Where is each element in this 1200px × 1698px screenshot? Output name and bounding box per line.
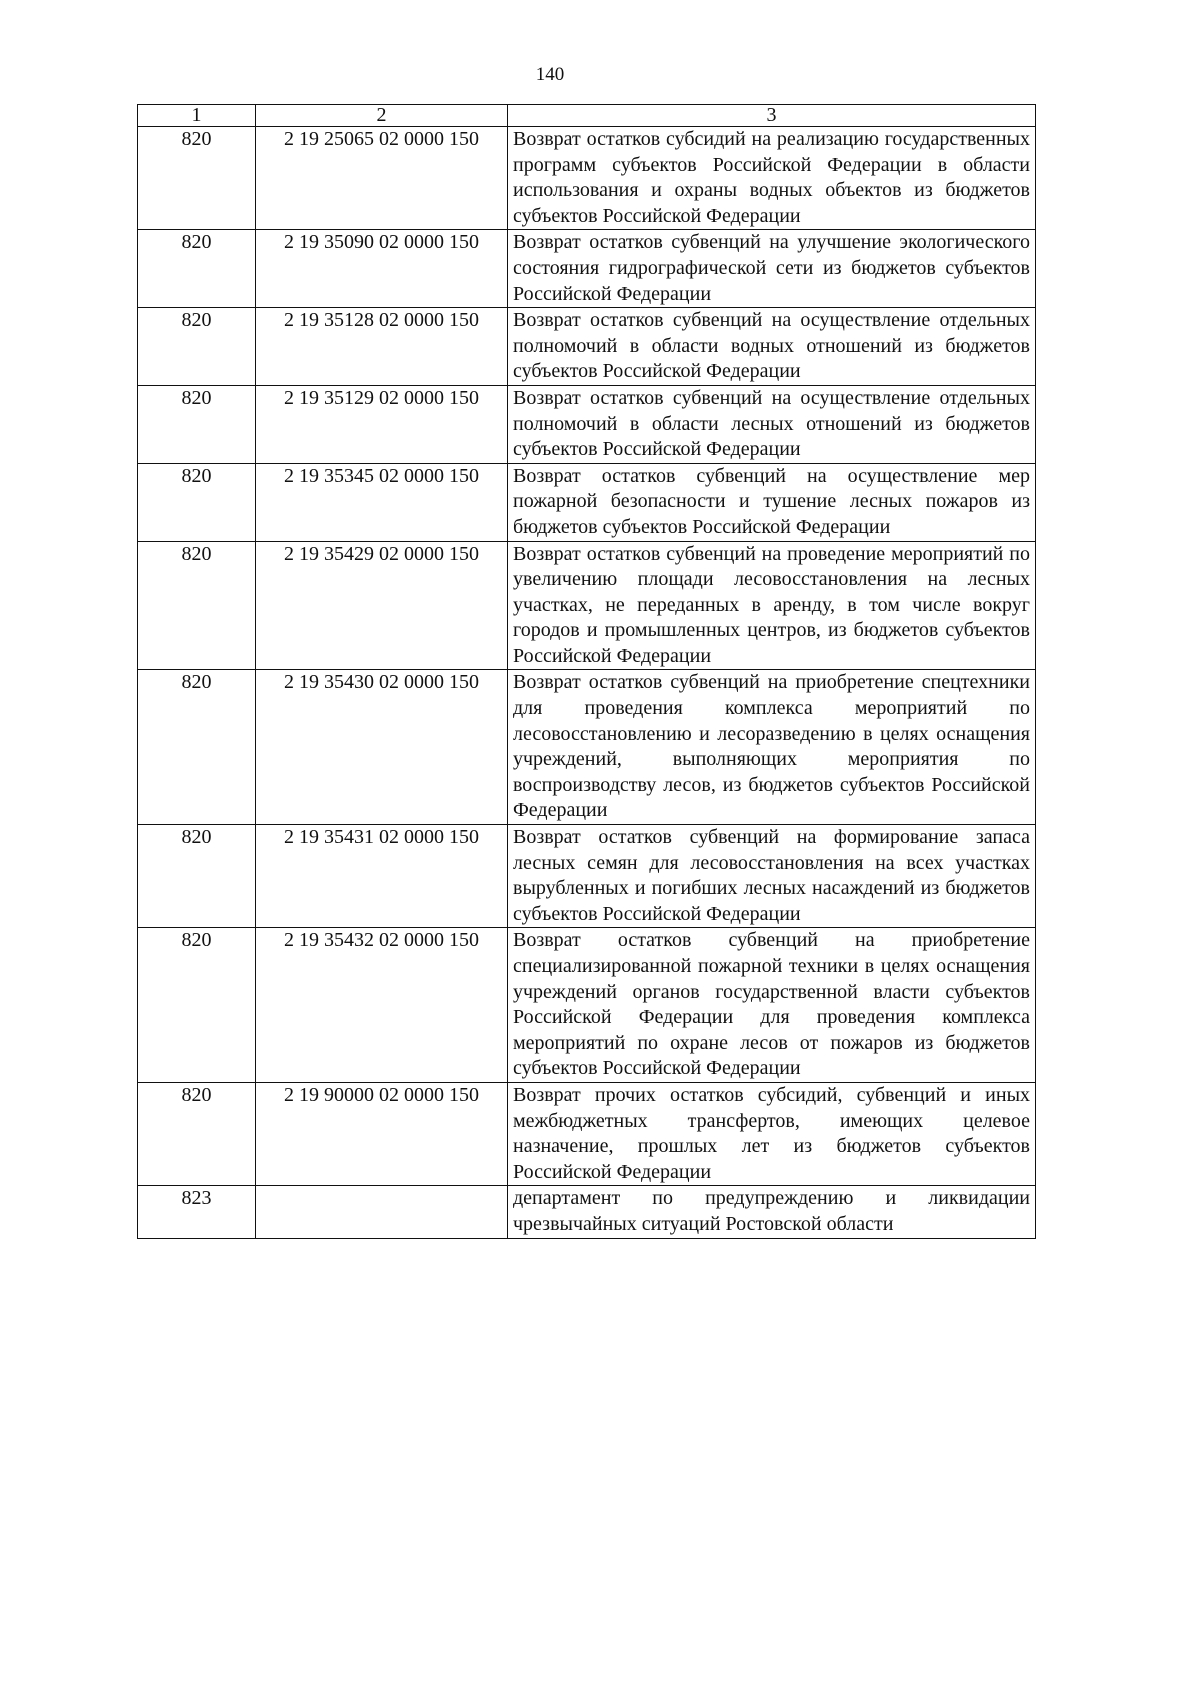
revenue-name-cell: Возврат остатков субвенций на приобретение специализированной пожарной техники в целях оснащения учреждений органов государственной власти субъектов Российской Федерации для проведения комплекса мероприятий по охране лесов от пожаров из бюджетов субъектов Российской Федерации [508,928,1036,1083]
table-header-row [138,105,1036,127]
budget-code-cell: 2 19 35432 02 0000 150 [256,928,508,1083]
admin-code-cell: 820 [138,1082,256,1185]
table-row [138,230,1036,308]
revenue-name-cell: Возврат остатков субвенций на формирование запаса лесных семян для лесовосстановления на всех участках вырубленных и погибших лесных насаждений из бюджетов субъектов Российской Федерации [508,825,1036,928]
revenue-name-cell: Возврат остатков субвенций на осуществление отдельных полномочий в области лесных отношений из бюджетов субъектов Российской Федерации [508,385,1036,463]
column-header-1: 1 [138,105,256,127]
revenue-name-cell: Возврат остатков субвенций на осуществление мер пожарной безопасности и тушение лесных пожаров из бюджетов субъектов Российской Федерации [508,463,1036,541]
admin-code-cell: 820 [138,541,256,670]
table-row [138,308,1036,386]
budget-classification-table [137,104,1036,1239]
revenue-name-cell: Возврат остатков субвенций на приобретение спецтехники для проведения комплекса мероприятий по лесовосстановлению и лесоразведению в целях оснащения учреждений, выполняющих мероприятия по воспроизводству лесов, из бюджетов субъектов Российской Федерации [508,670,1036,825]
admin-code-cell: 820 [138,928,256,1083]
admin-code-cell: 820 [138,308,256,386]
table-row [138,928,1036,1083]
budget-code-cell: 2 19 90000 02 0000 150 [256,1082,508,1185]
table-row [138,463,1036,541]
revenue-name-cell: Возврат прочих остатков субсидий, субвенций и иных межбюджетных трансфертов, имеющих целевое назначение, прошлых лет из бюджетов субъектов Российской Федерации [508,1082,1036,1185]
table-row [138,670,1036,825]
admin-code-cell: 820 [138,127,256,230]
revenue-name-cell: Возврат остатков субсидий на реализацию государственных программ субъектов Российской Федерации в области использования и охраны водных объектов из бюджетов субъектов Российской Федерации [508,127,1036,230]
table-row [138,825,1036,928]
revenue-name-cell: Возврат остатков субвенций на осуществление отдельных полномочий в области водных отношений из бюджетов субъектов Российской Федерации [508,308,1036,386]
budget-code-cell: 2 19 35430 02 0000 150 [256,670,508,825]
table-row [138,541,1036,670]
admin-code-cell: 823 [138,1186,256,1238]
admin-code-cell: 820 [138,463,256,541]
revenue-name-cell: Возврат остатков субвенций на проведение мероприятий по увеличению площади лесовосстановления на лесных участках, не переданных в аренду, в том числе вокруг городов и промышленных центров, из бюджетов субъектов Российской Федерации [508,541,1036,670]
budget-code-cell: 2 19 35128 02 0000 150 [256,308,508,386]
budget-code-cell: 2 19 35429 02 0000 150 [256,541,508,670]
revenue-name-cell: Возврат остатков субвенций на улучшение экологического состояния гидрографической сети из бюджетов субъектов Российской Федерации [508,230,1036,308]
budget-code-cell: 2 19 35345 02 0000 150 [256,463,508,541]
table-row [138,1186,1036,1238]
admin-code-cell: 820 [138,385,256,463]
column-header-2: 2 [256,105,508,127]
admin-code-cell: 820 [138,825,256,928]
admin-code-cell: 820 [138,230,256,308]
budget-code-cell: 2 19 35129 02 0000 150 [256,385,508,463]
table-row [138,385,1036,463]
column-header-3: 3 [508,105,1036,127]
admin-code-cell: 820 [138,670,256,825]
table-row [138,1082,1036,1185]
table-row [138,127,1036,230]
budget-code-cell [256,1186,508,1238]
revenue-name-cell: департамент по предупреждению и ликвидации чрезвычайных ситуаций Ростовской области [508,1186,1036,1238]
budget-code-cell: 2 19 25065 02 0000 150 [256,127,508,230]
budget-code-cell: 2 19 35431 02 0000 150 [256,825,508,928]
budget-code-cell: 2 19 35090 02 0000 150 [256,230,508,308]
page-number: 140 [535,64,565,85]
